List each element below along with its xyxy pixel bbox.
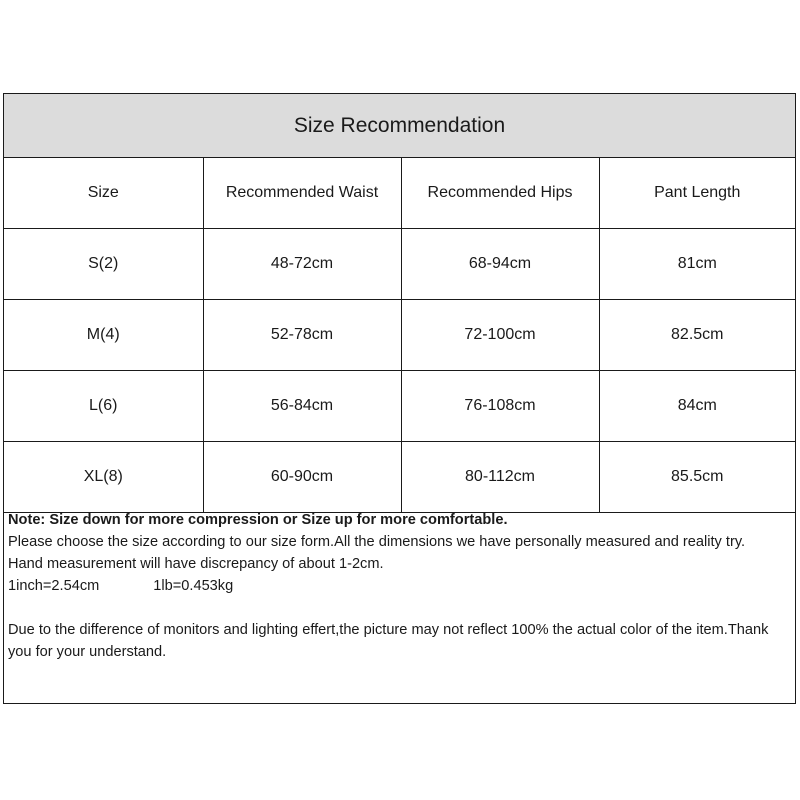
note-line-discrepancy: Hand measurement will have discrepancy of about 1-2cm. xyxy=(8,556,384,572)
note-heading: Note: Size down for more compression or Size up for more comfortable. xyxy=(8,512,508,528)
waist-cell: 56-84cm xyxy=(203,371,401,442)
hips-cell: 80-112cm xyxy=(401,442,599,513)
inch-conversion: 1inch=2.54cm xyxy=(8,578,100,594)
pant-length-cell: 84cm xyxy=(599,371,795,442)
pant-length-cell: 81cm xyxy=(599,229,795,300)
table-row xyxy=(4,229,795,300)
header-cell-waist: Recommended Waist xyxy=(203,158,401,229)
hips-cell: 68-94cm xyxy=(401,229,599,300)
waist-cell: 48-72cm xyxy=(203,229,401,300)
table-row xyxy=(4,442,795,513)
hips-cell: 76-108cm xyxy=(401,371,599,442)
header-cell-hips: Recommended Hips xyxy=(401,158,599,229)
size-table xyxy=(4,158,795,513)
table-row xyxy=(4,300,795,371)
waist-cell: 60-90cm xyxy=(203,442,401,513)
size-cell: S(2) xyxy=(4,229,203,300)
waist-cell: 52-78cm xyxy=(203,300,401,371)
table-header-row xyxy=(4,158,795,229)
hips-cell: 72-100cm xyxy=(401,300,599,371)
pant-length-cell: 82.5cm xyxy=(599,300,795,371)
size-cell: M(4) xyxy=(4,300,203,371)
lb-conversion: 1lb=0.453kg xyxy=(153,578,234,594)
size-chart xyxy=(3,93,796,704)
table-row xyxy=(4,371,795,442)
chart-title: Size Recommendation xyxy=(4,94,795,158)
size-cell: XL(8) xyxy=(4,442,203,513)
note-line-conversions xyxy=(8,575,788,597)
notes-section xyxy=(8,509,788,663)
header-cell-size: Size xyxy=(4,158,203,229)
pant-length-cell: 85.5cm xyxy=(599,442,795,513)
size-cell: L(6) xyxy=(4,371,203,442)
note-line-size-form: Please choose the size according to our size form.All the dimensions we have personally measured and reality try. xyxy=(8,534,746,550)
note-line-color-disclaimer: Due to the difference of monitors and lighting effert,the picture may not reflect 100% the actual color of the item.Thank you for your understand. xyxy=(8,622,769,660)
header-cell-pant-length: Pant Length xyxy=(599,158,795,229)
